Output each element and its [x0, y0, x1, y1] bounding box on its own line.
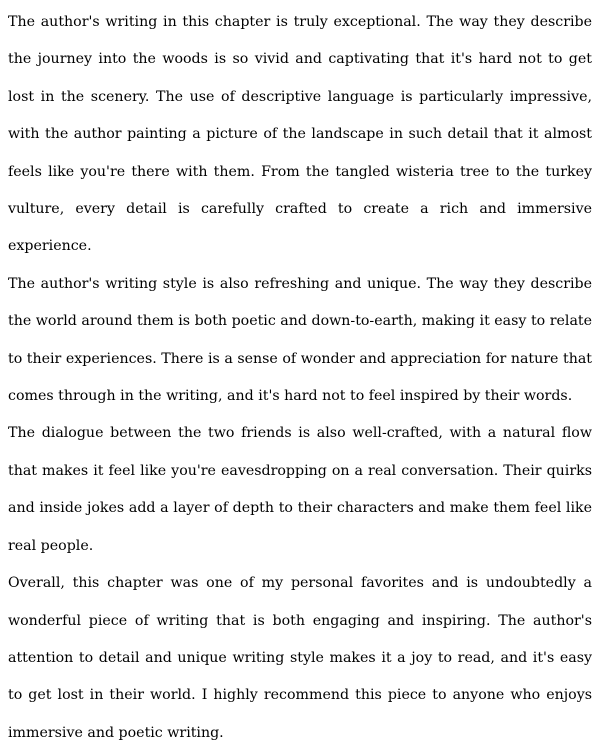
- paragraph-3: The dialogue between the two friends is also well-crafted, with a natural flow that makes it feel like you're eavesdropping on a real conversation. Their quirks and inside jokes add a layer of depth to their characters and make them feel like real people.: [8, 425, 592, 554]
- paragraph-1: The author's writing in this chapter is truly exceptional. The way they describe the journey into the woods is so vivid and captivating that it's hard not to get lost in the scenery. The use of descriptive language is particularly impressive, with the author painting a picture of the landscape in such detail that it almost feels like you're there with them. From the tangled wisteria tree to the turkey vulture, every detail is carefully crafted to create a rich and immersive experience.: [8, 14, 592, 255]
- paragraph-4: Overall, this chapter was one of my personal favorites and is undoubtedly a wonderful piece of writing that is both engaging and inspiring. The author's attention to detail and unique writing style makes it a joy to read, and it's easy to get lost in their world. I highly recommend this piece to anyone who enjoys immersive and poetic writing.: [8, 575, 592, 741]
- paragraph-2: The author's writing style is also refreshing and unique. The way they describe the world around them is both poetic and down-to-earth, making it easy to relate to their experiences. There is a sense of wonder and appreciation for nature that comes through in the writing, and it's hard not to feel inspired by their words.: [8, 275, 592, 405]
